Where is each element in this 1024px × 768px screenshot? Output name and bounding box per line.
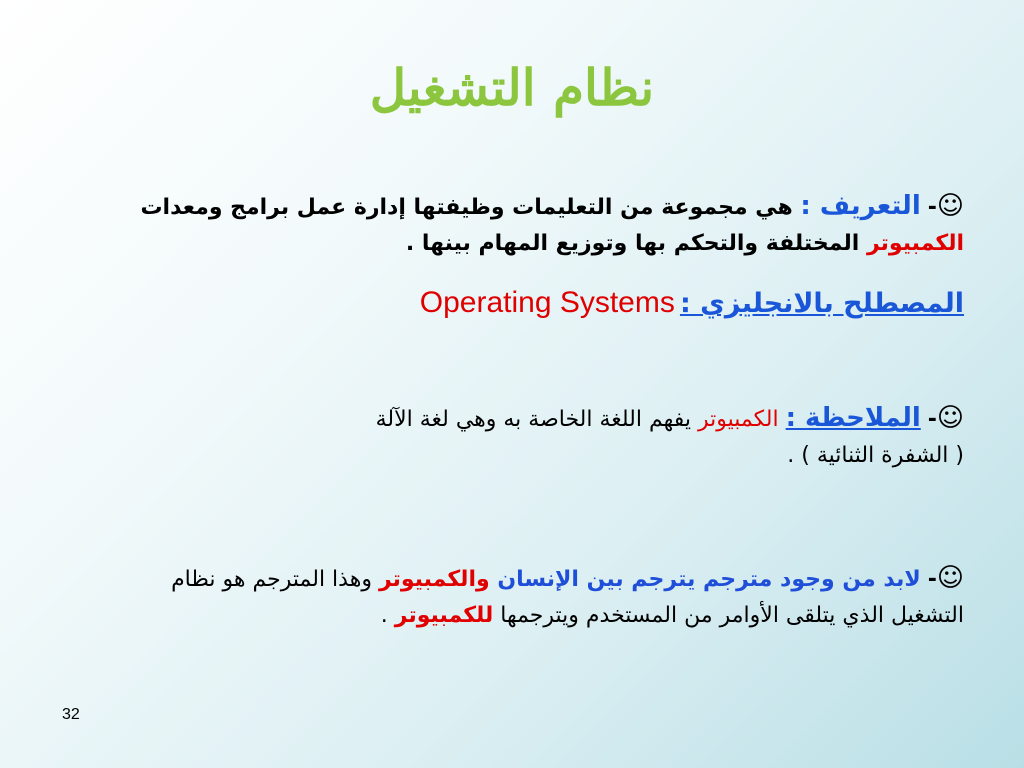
- translator-intro: لابد من وجود مترجم يترجم بين الإنسان: [489, 567, 921, 592]
- note-text-b: ( الشفرة الثنائية ) .: [787, 443, 964, 468]
- definition-text-a: هي مجموعة من التعليمات وظيفتها إدارة عمل برامج ومعدات: [140, 195, 801, 220]
- definition-computer: الكمبيوتر: [866, 231, 964, 256]
- slide-number: 32: [62, 706, 80, 723]
- smiley-icon: ☺: [936, 403, 964, 433]
- term-label: المصطلح بالانجليزي :: [679, 288, 964, 319]
- note-text-a: يفهم اللغة الخاصة به وهي لغة الآلة: [375, 407, 699, 432]
- translator-to-computer: للكمبيوتر: [394, 603, 494, 628]
- definition-keyword: التعريف :: [800, 191, 921, 221]
- note-paragraph: [260, 400, 964, 474]
- definition-paragraph: [92, 188, 964, 262]
- slide-title: نظام التشغيل: [369, 58, 655, 117]
- translator-paragraph: [92, 560, 964, 634]
- smiley-icon: ☺: [936, 563, 964, 593]
- bullet-dash: -: [927, 407, 937, 432]
- note-computer: الكمبيوتر: [698, 407, 786, 432]
- note-keyword: الملاحظة :: [785, 403, 921, 433]
- bullet-dash: -: [927, 567, 937, 592]
- smiley-icon: ☺: [936, 191, 964, 221]
- term-english: Operating Systems: [419, 286, 675, 319]
- definition-text-b: المختلفة والتحكم بها وتوزيع المهام بينها .: [405, 231, 867, 256]
- bullet-dash: -: [927, 195, 937, 220]
- translator-end: .: [380, 603, 395, 628]
- english-term-line: [420, 286, 964, 320]
- translator-text-a: وهذا المترجم هو نظام التشغيل الذي يتلقى الأوامر من المستخدم ويترجمها: [171, 567, 964, 628]
- translator-and-computer: والكمبيوتر: [378, 567, 490, 592]
